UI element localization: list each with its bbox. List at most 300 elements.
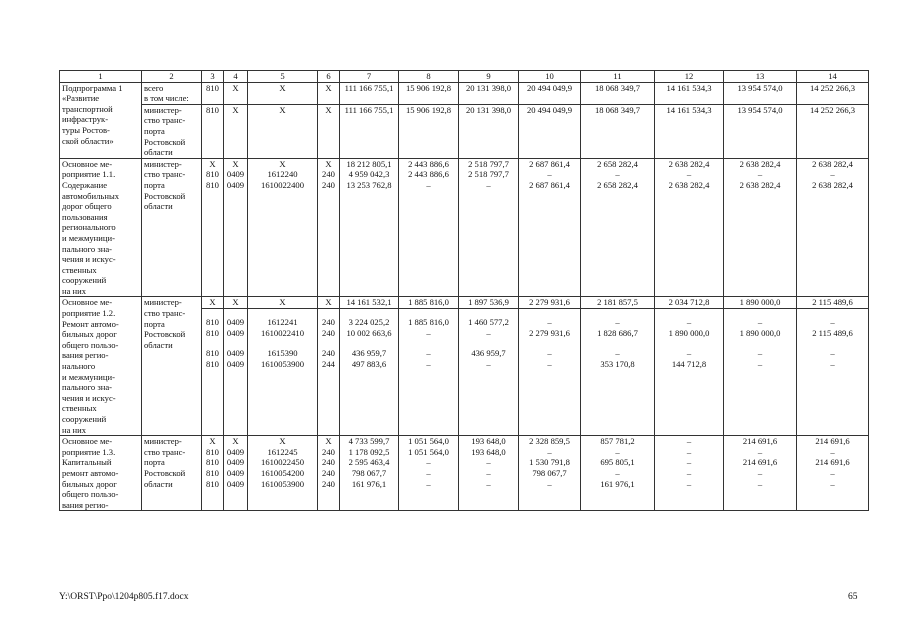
code-value: X xyxy=(279,82,286,93)
program-name-line: ственных xyxy=(62,264,97,275)
amount-value: 14 161 534,3 xyxy=(666,82,712,93)
amount-value: 20 494 049,9 xyxy=(526,104,573,115)
code-value: X xyxy=(279,297,286,308)
amount-cell xyxy=(399,158,459,297)
column-header: 10 xyxy=(519,71,581,83)
executor-line: всего xyxy=(144,82,164,93)
code-value: 810 xyxy=(206,467,219,478)
executor-line: министер- xyxy=(144,436,182,447)
code-value: 810 xyxy=(206,179,219,190)
executor-line: области xyxy=(144,339,173,350)
program-name-line: ской области» xyxy=(62,135,114,146)
amount-value: – xyxy=(547,169,552,180)
executor-line: ство транс- xyxy=(144,308,186,319)
amount-value: – xyxy=(686,317,692,328)
amount-value: 1 178 092,5 xyxy=(348,446,390,457)
amount-cell xyxy=(340,436,399,511)
code-value: 240 xyxy=(322,348,335,359)
amount-value: 2 279 931,6 xyxy=(529,297,570,308)
program-name-cell xyxy=(60,436,142,511)
amount-value: 18 068 349,7 xyxy=(594,104,641,115)
program-name-line: туры Ростов- xyxy=(62,124,110,135)
program-name-line: Основное ме- xyxy=(62,158,113,169)
executor-line: ство транс- xyxy=(144,115,186,126)
amount-value: – xyxy=(426,179,431,190)
code-value: X xyxy=(325,82,332,93)
amount-value: – xyxy=(486,478,491,489)
code-cell xyxy=(318,104,340,158)
amount-cell xyxy=(724,104,797,158)
amount-cell xyxy=(655,158,724,297)
table-row xyxy=(60,158,869,297)
amount-value: 13 954 574,0 xyxy=(737,104,783,115)
code-cell xyxy=(202,297,224,436)
amount-value: 161 976,1 xyxy=(351,478,387,489)
program-name-line: сооружений xyxy=(62,414,107,424)
program-name-line: роприятие 1.2. xyxy=(62,308,116,319)
amount-cell xyxy=(399,82,459,104)
code-value: X xyxy=(325,104,332,115)
amount-value: – xyxy=(757,478,763,489)
program-name-line: чения и искус- xyxy=(62,254,116,265)
amount-cell xyxy=(459,82,519,104)
amount-value: 1 890 000,0 xyxy=(668,327,710,338)
code-value: 1615390 xyxy=(267,348,298,359)
code-cell xyxy=(224,436,248,511)
code-cell xyxy=(202,82,224,104)
amount-cell xyxy=(519,297,581,436)
amount-cell xyxy=(340,297,399,436)
amount-cell xyxy=(797,158,869,297)
program-name-line: бильных дорог xyxy=(62,478,117,489)
code-value: 810 xyxy=(206,327,219,338)
executor-line: области xyxy=(144,201,173,212)
column-header: 12 xyxy=(655,71,724,83)
code-value: 1610022400 xyxy=(261,179,304,190)
code-value: 810 xyxy=(206,104,219,115)
amount-value: – xyxy=(547,446,552,457)
amount-value: 2 181 857,5 xyxy=(597,297,638,308)
code-cell xyxy=(318,297,340,436)
amount-cell xyxy=(581,82,655,104)
amount-value: – xyxy=(615,467,620,478)
program-name-cell xyxy=(60,297,142,436)
executor-line: министер- xyxy=(144,104,182,115)
amount-value: 857 781,2 xyxy=(600,436,635,447)
amount-value: 2 638 282,4 xyxy=(739,158,781,169)
amount-value: – xyxy=(686,467,692,478)
amount-value: 798 067,7 xyxy=(532,467,567,478)
amount-value: 18 212 805,1 xyxy=(346,158,392,169)
program-name-line: Содержание xyxy=(62,179,108,190)
executor-line: области xyxy=(144,147,173,158)
code-value: 1610022410 xyxy=(261,327,304,338)
amount-value: – xyxy=(547,317,552,328)
code-value: X xyxy=(279,104,286,115)
amount-value: 14 161 532,1 xyxy=(346,297,392,308)
amount-value: – xyxy=(686,478,692,489)
code-value: X xyxy=(279,436,286,447)
executor-line: Ростовской xyxy=(144,329,186,340)
amount-value: – xyxy=(615,169,620,180)
amount-value: 2 443 886,6 xyxy=(408,169,449,180)
code-cell xyxy=(248,104,318,158)
program-name-line: Капитальный xyxy=(62,457,112,468)
amount-value: 1 885 816,0 xyxy=(408,297,449,308)
amount-value: 436 959,7 xyxy=(351,348,387,359)
column-header: 11 xyxy=(581,71,655,83)
code-value: 0409 xyxy=(226,446,245,457)
amount-value: – xyxy=(486,358,491,369)
amount-value: – xyxy=(686,436,692,447)
amount-value: 2 518 797,7 xyxy=(468,169,509,180)
amount-value: 1 051 564,0 xyxy=(408,436,449,447)
executor-line: в том числе: xyxy=(144,93,189,104)
executor-line: порта xyxy=(144,318,165,329)
code-cell xyxy=(224,104,248,158)
column-header: 6 xyxy=(318,71,340,83)
executor-line: порта xyxy=(144,179,165,190)
amount-value: – xyxy=(830,169,835,180)
amount-value: 20 494 049,9 xyxy=(526,82,573,93)
budget-table xyxy=(59,70,869,511)
executor-line: порта xyxy=(144,457,165,468)
amount-value: – xyxy=(547,358,552,369)
amount-cell xyxy=(581,104,655,158)
amount-value: 10 002 663,6 xyxy=(346,327,392,338)
code-cell xyxy=(248,436,318,511)
column-header: 8 xyxy=(399,71,459,83)
code-value: 0409 xyxy=(226,457,245,468)
amount-value: 15 906 192,8 xyxy=(405,82,452,93)
program-name-line: пользования xyxy=(62,211,108,222)
program-name-line: общего пользо- xyxy=(62,489,119,500)
code-value: X xyxy=(209,158,216,169)
code-value: 1612240 xyxy=(267,169,298,180)
program-name-line: общего пользо- xyxy=(62,339,119,350)
amount-value: 161 976,1 xyxy=(600,478,635,489)
executor-line: порта xyxy=(144,125,165,136)
program-name-line: бильных дорог xyxy=(62,329,117,340)
executor-line: ство транс- xyxy=(144,446,186,457)
column-header: 1 xyxy=(60,71,142,83)
column-header: 13 xyxy=(724,71,797,83)
amount-value: 193 648,0 xyxy=(471,436,506,447)
amount-value: 2 658 282,4 xyxy=(597,179,638,190)
amount-cell xyxy=(519,436,581,511)
code-value: 0409 xyxy=(226,467,245,478)
amount-value: 1 885 816,0 xyxy=(408,317,449,328)
amount-value: – xyxy=(830,317,835,328)
amount-value: – xyxy=(426,358,431,369)
amount-value: 2 115 489,6 xyxy=(812,297,853,308)
amount-value: – xyxy=(547,478,552,489)
amount-value: 193 648,0 xyxy=(471,446,506,457)
program-name-line: дорог общего xyxy=(62,201,112,212)
amount-value: 2 638 282,4 xyxy=(668,179,710,190)
code-cell xyxy=(248,82,318,104)
program-name-line: и межмуници- xyxy=(62,371,115,382)
amount-value: – xyxy=(830,446,835,457)
amount-value: – xyxy=(615,317,620,328)
amount-value: 14 252 266,3 xyxy=(809,82,856,93)
amount-cell xyxy=(655,297,724,436)
amount-value: 353 170,8 xyxy=(600,358,635,369)
program-name-line: вания регио- xyxy=(62,350,109,361)
footer-file-path: Y:\ORST\Ppo\1204p805.f17.docx xyxy=(59,592,189,602)
amount-value: 18 068 349,7 xyxy=(594,82,641,93)
amount-value: – xyxy=(547,348,552,359)
executor-line: министер- xyxy=(144,158,182,169)
program-name-line: «Развитие xyxy=(62,93,100,104)
amount-value: – xyxy=(830,478,835,489)
amount-value: 111 166 755,1 xyxy=(344,104,394,115)
amount-value: – xyxy=(757,317,763,328)
code-value: X xyxy=(325,297,332,308)
code-cell xyxy=(318,158,340,297)
amount-value: 1 890 000,0 xyxy=(739,297,781,308)
executor-cell xyxy=(142,436,202,511)
amount-value: – xyxy=(757,467,763,478)
code-cell xyxy=(224,297,248,436)
amount-cell xyxy=(581,158,655,297)
executor-line: Ростовской xyxy=(144,467,186,478)
code-value: 810 xyxy=(206,317,219,328)
amount-cell xyxy=(724,82,797,104)
amount-value: 20 131 398,0 xyxy=(465,82,512,93)
amount-value: 2 658 282,4 xyxy=(597,158,638,169)
code-value: 1610022450 xyxy=(261,457,304,468)
amount-value: 2 638 282,4 xyxy=(812,179,853,190)
amount-cell xyxy=(459,104,519,158)
code-cell xyxy=(224,82,248,104)
program-name-line: Основное ме- xyxy=(62,436,113,447)
amount-cell xyxy=(340,82,399,104)
code-value: 1612245 xyxy=(267,446,298,457)
amount-cell xyxy=(724,158,797,297)
amount-value: 1 890 000,0 xyxy=(739,327,781,338)
code-value: 810 xyxy=(206,348,219,359)
code-value: 1610053900 xyxy=(261,478,304,489)
column-header: 5 xyxy=(248,71,318,83)
code-value: 0409 xyxy=(226,317,245,328)
code-cell xyxy=(318,82,340,104)
code-value: X xyxy=(232,158,239,169)
header-row xyxy=(60,71,869,83)
amount-value: 2 638 282,4 xyxy=(812,158,853,169)
amount-value: 14 161 534,3 xyxy=(666,104,712,115)
program-name-line: транспортной xyxy=(62,103,113,114)
program-name-line: нального xyxy=(62,361,96,372)
program-name-line: на них xyxy=(62,424,87,435)
code-value: 240 xyxy=(322,327,335,338)
amount-value: – xyxy=(757,169,763,180)
code-value: 244 xyxy=(322,358,335,369)
table-body xyxy=(60,71,869,511)
amount-value: 2 443 886,6 xyxy=(408,158,449,169)
amount-value: 1 530 791,8 xyxy=(529,457,570,468)
code-value: 0409 xyxy=(226,348,245,359)
column-header: 14 xyxy=(797,71,869,83)
code-cell xyxy=(248,297,318,436)
program-name-line: сооружений xyxy=(62,275,107,286)
amount-value: – xyxy=(830,467,835,478)
amount-value: – xyxy=(615,446,620,457)
code-value: 240 xyxy=(322,457,335,468)
code-value: 810 xyxy=(206,82,219,93)
program-name-line: чения и искус- xyxy=(62,392,116,403)
program-name-line: ственных xyxy=(62,403,97,414)
code-value: 1610054200 xyxy=(261,467,304,478)
code-value: 240 xyxy=(322,179,335,190)
code-value: 810 xyxy=(206,457,219,468)
table-row xyxy=(60,436,869,511)
amount-cell xyxy=(655,436,724,511)
amount-value: 214 691,6 xyxy=(815,436,850,447)
amount-value: 2 279 931,6 xyxy=(529,327,570,338)
executor-line: Ростовской xyxy=(144,136,186,147)
code-cell xyxy=(202,158,224,297)
amount-value: – xyxy=(686,348,692,359)
amount-value: – xyxy=(686,169,692,180)
table-row xyxy=(60,297,869,436)
amount-cell xyxy=(655,82,724,104)
amount-cell xyxy=(581,297,655,436)
executor-line: министер- xyxy=(144,297,182,308)
amount-value: 2 595 463,4 xyxy=(348,457,390,468)
amount-value: 111 166 755,1 xyxy=(344,82,394,93)
amount-value: 14 252 266,3 xyxy=(809,104,856,115)
program-name-line: Ремонт автомо- xyxy=(62,318,119,329)
amount-value: 2 115 489,6 xyxy=(812,327,853,338)
code-value: X xyxy=(232,297,239,308)
amount-cell xyxy=(399,436,459,511)
executor-cell xyxy=(142,158,202,297)
code-value: 0409 xyxy=(226,358,245,369)
amount-value: – xyxy=(830,348,835,359)
code-cell xyxy=(224,158,248,297)
code-value: X xyxy=(325,436,332,447)
amount-value: 214 691,6 xyxy=(815,457,850,468)
amount-cell xyxy=(459,297,519,436)
code-value: 1612241 xyxy=(267,317,298,328)
amount-value: – xyxy=(426,467,431,478)
program-name-line: на них xyxy=(62,285,87,296)
amount-value: 13 954 574,0 xyxy=(737,82,783,93)
code-value: 0409 xyxy=(226,179,245,190)
program-name-line: инфраструк- xyxy=(62,114,109,125)
table-row xyxy=(60,104,869,158)
code-value: 240 xyxy=(322,446,335,457)
amount-value: 4 733 599,7 xyxy=(348,436,390,447)
amount-value: – xyxy=(757,358,763,369)
executor-line: области xyxy=(144,478,173,489)
amount-cell xyxy=(519,158,581,297)
code-value: 0409 xyxy=(226,327,245,338)
amount-value: – xyxy=(426,478,431,489)
amount-value: 1 897 536,9 xyxy=(468,297,509,308)
amount-cell xyxy=(797,297,869,436)
code-value: X xyxy=(325,158,332,169)
amount-value: 13 253 762,8 xyxy=(346,179,392,190)
amount-value: – xyxy=(486,179,491,190)
code-value: 810 xyxy=(206,478,219,489)
code-value: 240 xyxy=(322,467,335,478)
column-header: 9 xyxy=(459,71,519,83)
program-name-cell xyxy=(60,82,142,158)
program-name-line: и межмуници- xyxy=(62,232,115,243)
amount-value: – xyxy=(830,358,835,369)
code-value: X xyxy=(209,436,216,447)
amount-value: – xyxy=(686,446,692,457)
code-cell xyxy=(248,158,318,297)
amount-value: – xyxy=(757,348,763,359)
amount-cell xyxy=(519,104,581,158)
program-name-line: Основное ме- xyxy=(62,297,113,308)
program-name-cell xyxy=(60,158,142,297)
code-value: 240 xyxy=(322,317,335,328)
amount-value: 15 906 192,8 xyxy=(405,104,452,115)
amount-value: 214 691,6 xyxy=(742,457,778,468)
code-value: X xyxy=(232,436,239,447)
code-value: 810 xyxy=(206,358,219,369)
column-header: 2 xyxy=(142,71,202,83)
amount-value: 4 959 042,3 xyxy=(348,169,390,180)
amount-value: – xyxy=(486,467,491,478)
code-value: X xyxy=(209,297,216,308)
column-header: 3 xyxy=(202,71,224,83)
amount-cell xyxy=(399,297,459,436)
amount-cell xyxy=(399,104,459,158)
column-header: 7 xyxy=(340,71,399,83)
amount-value: – xyxy=(486,327,491,338)
executor-cell xyxy=(142,104,202,158)
program-name-line: роприятие 1.3. xyxy=(62,446,116,457)
amount-value: 2 638 282,4 xyxy=(739,179,781,190)
amount-value: – xyxy=(686,457,692,468)
executor-cell xyxy=(142,82,202,104)
amount-value: 20 131 398,0 xyxy=(465,104,512,115)
amount-cell xyxy=(459,436,519,511)
amount-cell xyxy=(340,158,399,297)
amount-value: 1 460 577,2 xyxy=(468,317,509,328)
amount-cell xyxy=(459,158,519,297)
program-name-line: пального зна- xyxy=(62,382,113,393)
amount-cell xyxy=(797,436,869,511)
code-cell xyxy=(202,436,224,511)
amount-value: 695 805,1 xyxy=(600,457,635,468)
amount-value: – xyxy=(486,457,491,468)
amount-value: 2 687 861,4 xyxy=(529,158,570,169)
executor-cell xyxy=(142,297,202,436)
amount-value: 798 067,7 xyxy=(351,467,387,478)
program-name-line: регионального xyxy=(62,222,116,233)
amount-value: 436 959,7 xyxy=(471,348,506,359)
program-name-line: вания регио- xyxy=(62,499,109,510)
amount-value: 2 034 712,8 xyxy=(668,297,710,308)
amount-value: 214 691,6 xyxy=(742,436,778,447)
amount-value: – xyxy=(426,457,431,468)
amount-cell xyxy=(340,104,399,158)
program-name-line: роприятие 1.1. xyxy=(62,169,116,180)
code-value: 0409 xyxy=(226,478,245,489)
page-number: 65 xyxy=(848,592,858,602)
amount-value: 2 638 282,4 xyxy=(668,158,710,169)
code-value: 810 xyxy=(206,169,219,180)
code-cell xyxy=(202,104,224,158)
amount-value: – xyxy=(426,348,431,359)
code-value: 240 xyxy=(322,478,335,489)
